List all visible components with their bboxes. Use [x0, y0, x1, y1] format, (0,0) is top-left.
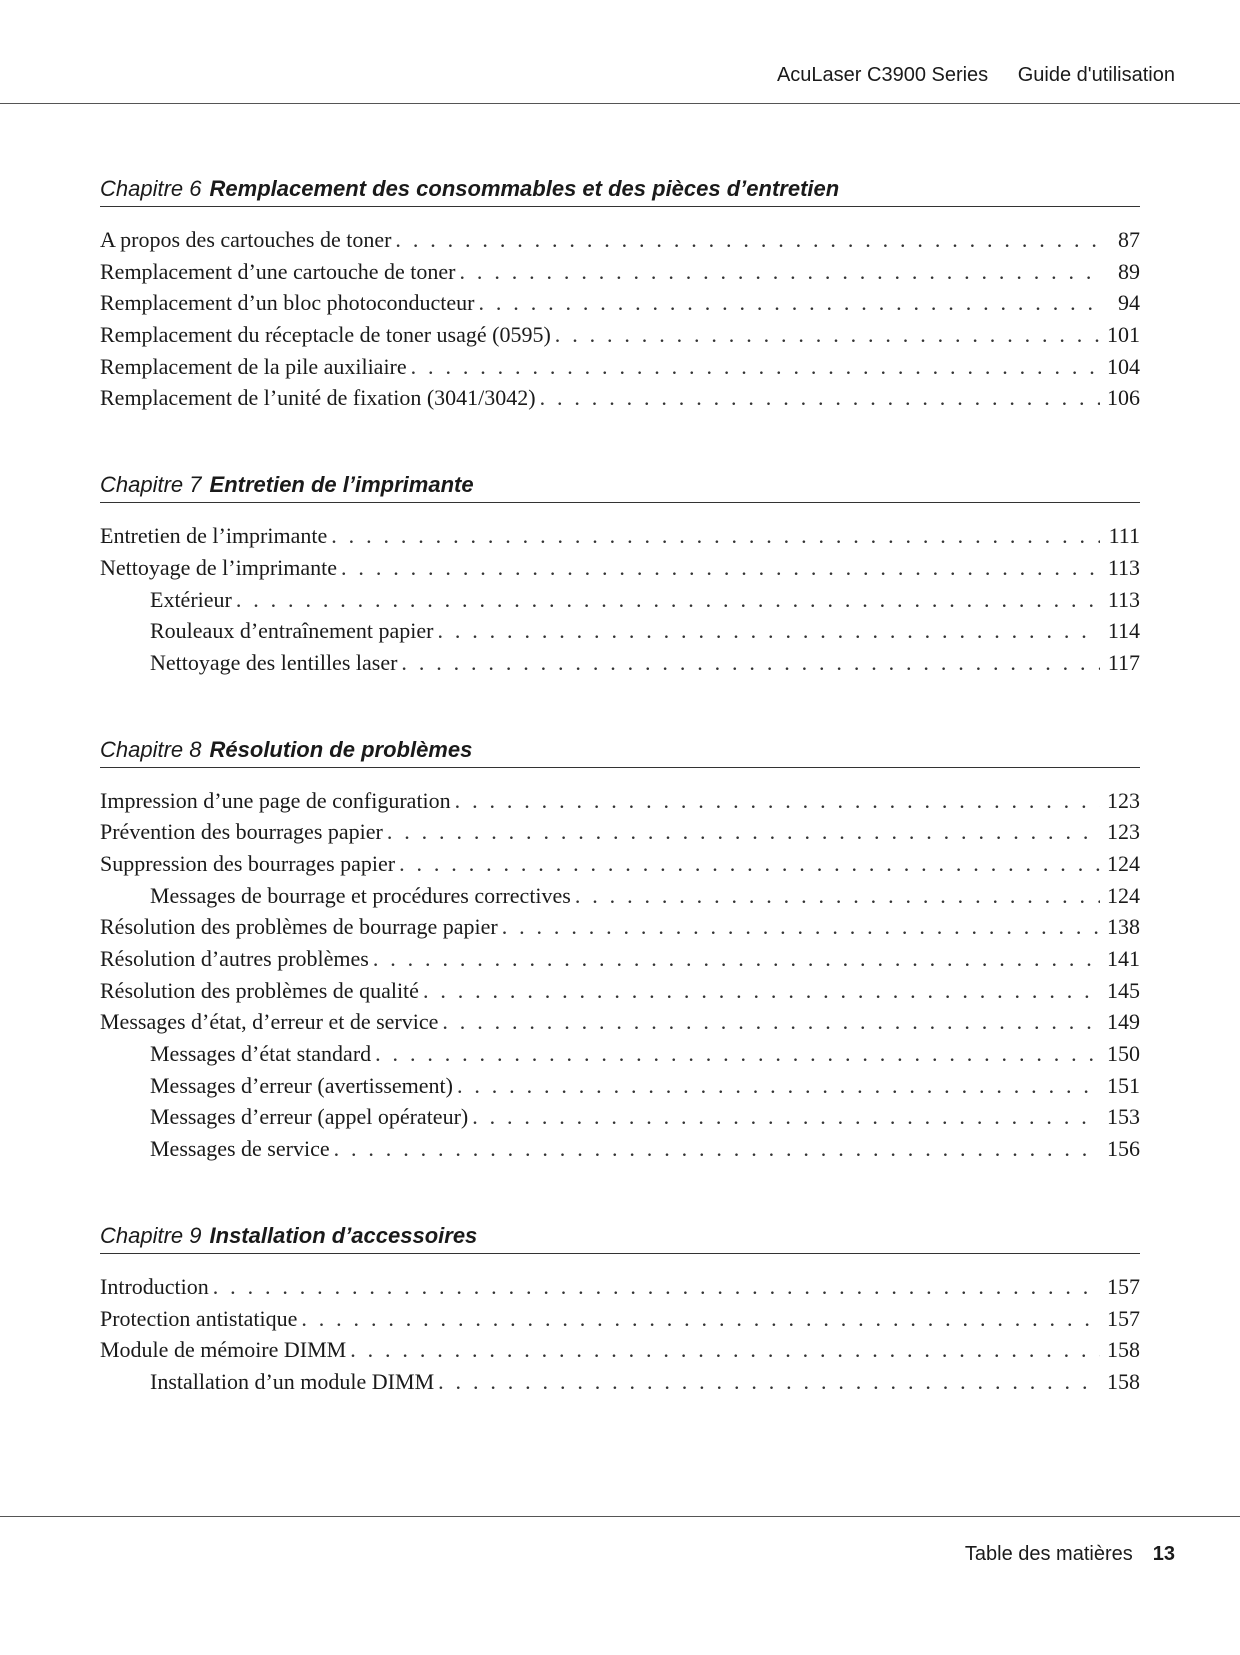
toc-entry[interactable] — [100, 351, 1140, 383]
toc-entry[interactable] — [100, 256, 1140, 288]
toc-page-number: 157 — [1107, 1273, 1140, 1299]
toc-entry-title: Entretien de l’imprimante — [100, 523, 328, 549]
toc-entry-title: Prévention des bourrages papier — [100, 819, 383, 845]
toc-page-number: 114 — [1107, 618, 1140, 644]
dot-leader — [395, 224, 1100, 256]
toc-subentry[interactable] — [100, 615, 1140, 647]
toc-entry-title: Module de mémoire DIMM — [100, 1337, 347, 1363]
dot-leader — [575, 880, 1100, 912]
toc-entry-title: Suppression des bourrages papier — [100, 850, 396, 876]
toc-entry-title: Protection antistatique — [100, 1305, 298, 1331]
toc-entry[interactable] — [100, 848, 1140, 880]
toc-page-number: 124 — [1107, 850, 1140, 876]
dot-leader — [375, 1038, 1100, 1070]
toc-page-number: 141 — [1107, 946, 1140, 971]
dot-leader — [457, 1070, 1100, 1102]
dot-leader — [555, 319, 1100, 351]
toc-entry[interactable] — [100, 382, 1140, 414]
dot-leader — [236, 584, 1100, 616]
toc-entry-title: Introduction — [100, 1273, 209, 1299]
chapter-title: Remplacement des consommables et des pièces d’entretien — [209, 176, 840, 201]
dot-leader — [301, 1303, 1100, 1335]
toc-subentry[interactable] — [100, 1101, 1140, 1133]
dot-leader — [399, 848, 1100, 880]
dot-leader — [442, 1006, 1100, 1038]
toc-page-number: 145 — [1107, 977, 1140, 1003]
chapter-title: Entretien de l’imprimante — [209, 472, 474, 498]
toc-page-number: 123 — [1107, 819, 1140, 845]
chapter-9 — [100, 1223, 1140, 1398]
toc-page-number: 124 — [1107, 882, 1140, 908]
toc-entry[interactable] — [100, 816, 1140, 848]
toc-page-number: 149 — [1107, 1009, 1140, 1035]
toc-entry[interactable] — [100, 552, 1140, 584]
dot-leader — [472, 1101, 1100, 1133]
toc-entry-title: Résolution des problèmes de qualité — [100, 977, 419, 1003]
dot-leader — [460, 256, 1100, 288]
dot-leader — [334, 1133, 1100, 1165]
dot-leader — [331, 520, 1100, 552]
toc-entry-title: Résolution d’autres problèmes — [100, 946, 369, 971]
toc-entry-title: Rouleaux d’entraînement papier — [150, 618, 434, 644]
toc-page-number: 101 — [1107, 322, 1140, 348]
chapter-heading — [100, 1223, 1140, 1254]
toc-page-number: 117 — [1107, 649, 1140, 675]
footer-section: Table des matières — [964, 1543, 1133, 1565]
toc-entry-title: Nettoyage des lentilles laser — [150, 649, 398, 675]
toc-page-number: 113 — [1107, 586, 1140, 612]
header-product: AcuLaser C3900 Series — [776, 64, 989, 86]
toc-entry-title: Messages de service — [150, 1136, 330, 1162]
chapter-number: Chapitre 6 — [100, 176, 202, 201]
chapter-heading — [100, 176, 1140, 207]
chapter-number: Chapitre 7 — [100, 472, 202, 498]
dot-leader — [411, 351, 1100, 383]
toc-entry-title: Messages d’erreur (avertissement) — [150, 1072, 453, 1098]
chapter-6 — [100, 176, 1140, 414]
toc-entry[interactable] — [100, 520, 1140, 552]
chapter-title: Résolution de problèmes — [209, 736, 473, 762]
chapter-7 — [100, 472, 1140, 678]
toc-entry-title: Remplacement de l’unité de fixation (3041/3042) — [100, 385, 536, 411]
toc-entry[interactable] — [100, 1303, 1140, 1335]
toc-page-number: 158 — [1107, 1368, 1140, 1394]
dot-leader — [502, 911, 1100, 943]
toc-page-number: 106 — [1107, 385, 1140, 411]
running-footer — [965, 1543, 1175, 1566]
toc-entry[interactable] — [100, 1271, 1140, 1303]
toc-entry[interactable] — [100, 224, 1140, 256]
footer-page-number: 13 — [1152, 1543, 1175, 1565]
dot-leader — [437, 615, 1100, 647]
chapter-heading — [100, 737, 1140, 768]
toc-page-number: 153 — [1107, 1104, 1140, 1130]
chapter-number: Chapitre 9 — [100, 1222, 202, 1248]
toc-entry[interactable] — [100, 975, 1140, 1007]
toc-entry-title: Messages d’état, d’erreur et de service — [100, 1009, 439, 1035]
dot-leader — [341, 552, 1100, 584]
header-guide: Guide d'utilisation — [1017, 64, 1175, 86]
toc-entry-title: Messages d’état standard — [150, 1041, 372, 1067]
toc-entry-title: Remplacement du réceptacle de toner usagé (0595) — [100, 322, 551, 348]
toc-entry-title: Impression d’une page de configuration — [100, 787, 451, 813]
dot-leader — [438, 1366, 1100, 1398]
toc-page-number: 94 — [1118, 290, 1140, 316]
toc-page-number: 158 — [1107, 1337, 1140, 1363]
footer-divider — [0, 1516, 1240, 1517]
dot-leader — [455, 785, 1100, 817]
toc-page-number: 138 — [1107, 914, 1140, 940]
toc-entry[interactable] — [100, 319, 1140, 351]
dot-leader — [387, 816, 1100, 848]
toc-entry-title: Résolution des problèmes de bourrage papier — [100, 914, 498, 940]
toc-entry-title: Installation d’un module DIMM — [150, 1368, 435, 1394]
running-header — [777, 64, 1175, 87]
chapter-heading — [100, 472, 1140, 503]
toc-subentry[interactable] — [100, 584, 1140, 616]
toc-entry-title: Extérieur — [150, 586, 232, 612]
toc-page-number: 113 — [1107, 554, 1140, 580]
toc-entry[interactable] — [100, 943, 1140, 975]
toc-page-number: 87 — [1118, 227, 1140, 252]
toc-subentry[interactable] — [100, 1070, 1140, 1102]
dot-leader — [540, 382, 1100, 414]
dot-leader — [479, 287, 1101, 319]
toc-entry-title: Remplacement d’un bloc photoconducteur — [100, 290, 475, 316]
header-divider — [0, 103, 1240, 104]
dot-leader — [401, 647, 1100, 679]
toc-page-number: 111 — [1108, 523, 1140, 549]
toc-subentry[interactable] — [100, 1366, 1140, 1398]
chapter-title: Installation d’accessoires — [209, 1222, 478, 1248]
toc-entry-title: Messages de bourrage et procédures correctives — [150, 882, 571, 908]
toc-page-number: 89 — [1118, 258, 1140, 284]
toc-entry-title: Nettoyage de l’imprimante — [100, 554, 338, 580]
toc-entry[interactable] — [100, 785, 1140, 817]
toc-page-number: 150 — [1107, 1041, 1140, 1067]
toc-entry-title: Remplacement d’une cartouche de toner — [100, 258, 456, 284]
dot-leader — [373, 943, 1100, 975]
toc-subentry[interactable] — [100, 647, 1140, 679]
toc-page-number: 104 — [1107, 353, 1140, 379]
toc-entry[interactable] — [100, 911, 1140, 943]
chapter-number: Chapitre 8 — [100, 736, 202, 762]
toc-entry-title: Messages d’erreur (appel opérateur) — [150, 1104, 469, 1130]
dot-leader — [350, 1334, 1100, 1366]
toc-entry-title: Remplacement de la pile auxiliaire — [100, 353, 407, 379]
toc-page-number: 151 — [1107, 1072, 1140, 1098]
toc-entry-title: A propos des cartouches de toner — [100, 227, 392, 252]
dot-leader — [423, 975, 1100, 1007]
toc-subentry[interactable] — [100, 1038, 1140, 1070]
toc-page-number: 123 — [1107, 787, 1140, 813]
table-of-contents — [100, 176, 1140, 1456]
toc-page-number: 156 — [1107, 1136, 1140, 1162]
dot-leader — [213, 1271, 1100, 1303]
chapter-8 — [100, 737, 1140, 1165]
toc-entry[interactable] — [100, 287, 1140, 319]
toc-page-number: 157 — [1107, 1305, 1140, 1331]
toc-subentry[interactable] — [100, 1133, 1140, 1165]
toc-entry[interactable] — [100, 1334, 1140, 1366]
toc-subentry[interactable] — [100, 880, 1140, 912]
toc-entry[interactable] — [100, 1006, 1140, 1038]
